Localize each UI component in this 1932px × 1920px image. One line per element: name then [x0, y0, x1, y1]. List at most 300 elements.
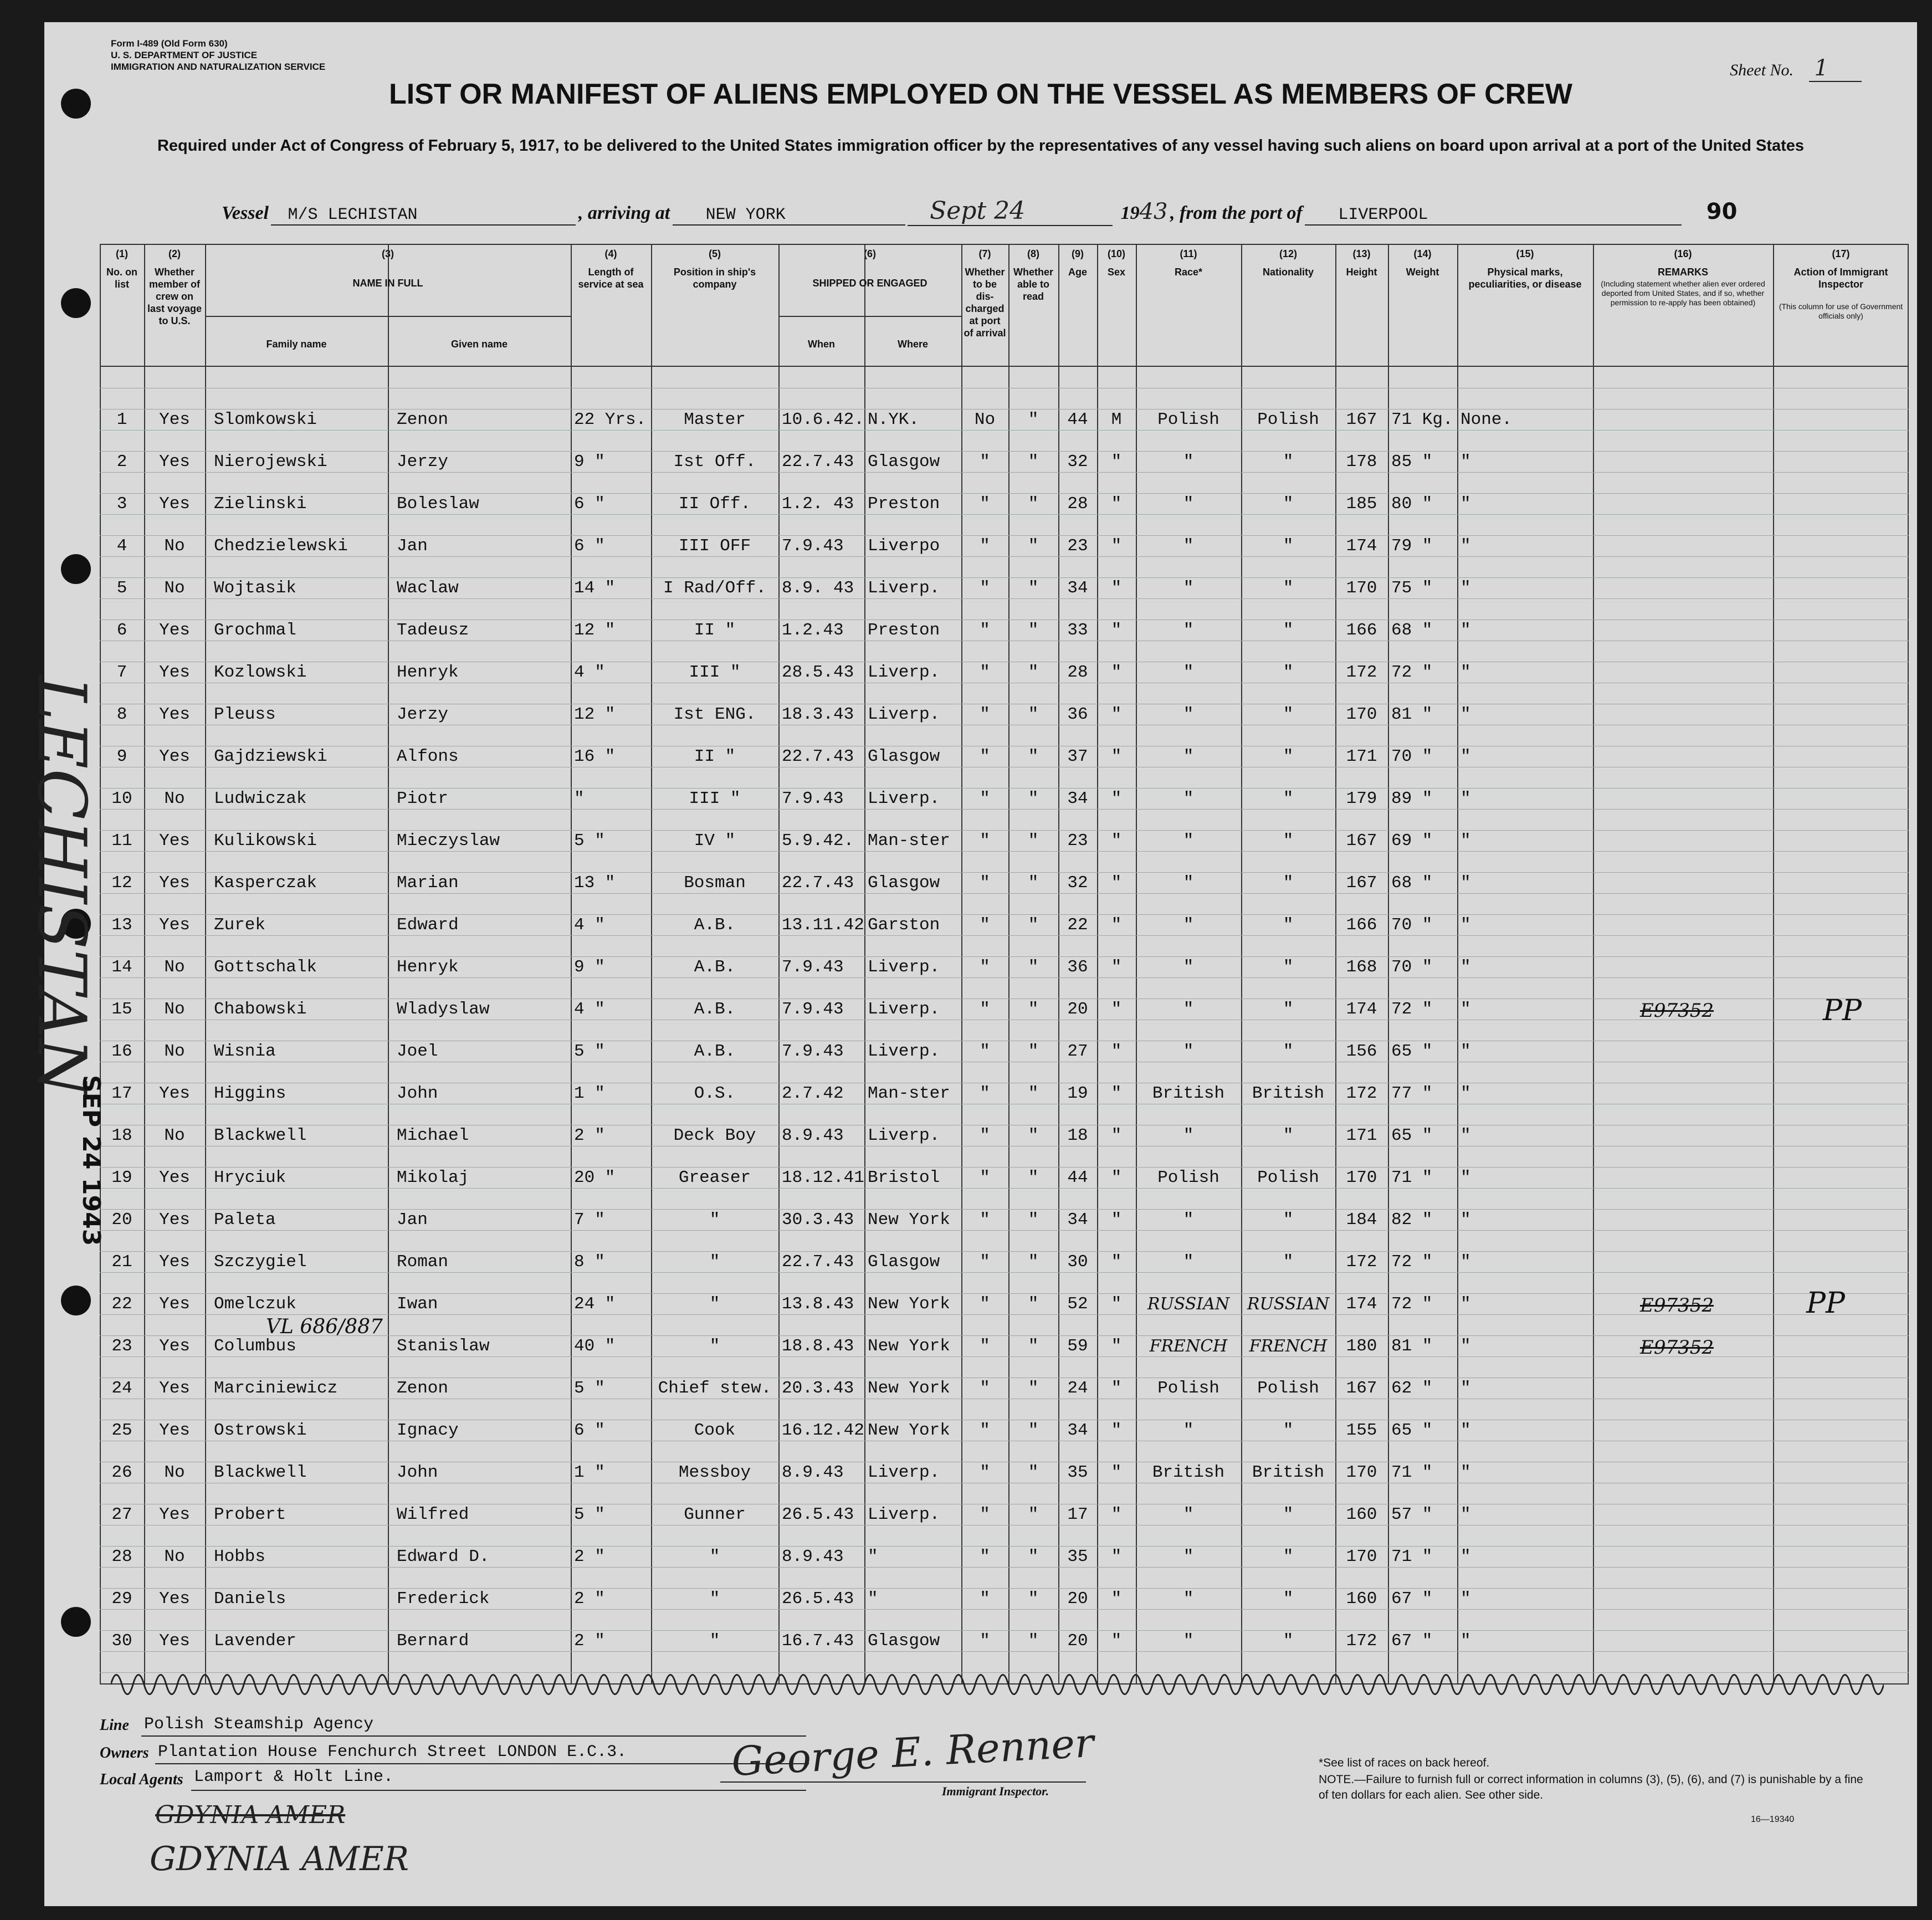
row-1-sex: M: [1111, 410, 1122, 429]
row-30-phys: ": [1460, 1631, 1471, 1651]
row-5-position: I Rad/Off.: [663, 578, 767, 598]
row-13-given: Edward: [397, 915, 459, 935]
ruled-line: [100, 809, 1909, 810]
row-9-last: Yes: [159, 747, 190, 766]
row-14-read: ": [1028, 958, 1039, 977]
row-3-sex: ": [1111, 494, 1122, 514]
row-25-where: New York: [868, 1421, 950, 1440]
row-7-weight: 72 ": [1391, 663, 1433, 682]
row-20-where: New York: [868, 1210, 950, 1230]
row-27-race: ": [1183, 1505, 1194, 1524]
row-3-height: 185: [1346, 494, 1377, 514]
column-header-weight: Weight: [1406, 267, 1439, 278]
arrival-port: NEW YORK: [673, 206, 905, 226]
row-18-position: Deck Boy: [673, 1126, 756, 1145]
row-6-read: ": [1028, 621, 1039, 640]
row-11-read: ": [1028, 831, 1039, 851]
vl-annotation: VL 686/887: [266, 1315, 383, 1338]
row-19-no: 19: [111, 1168, 132, 1187]
row-1-when: 10.6.42.: [782, 410, 864, 429]
row-2-where: Glasgow: [868, 452, 940, 472]
row-25-read: ": [1028, 1421, 1039, 1440]
column-divider: [1908, 244, 1909, 1685]
ruled-line: [100, 1630, 1909, 1631]
row-22-service: 24 ": [574, 1294, 616, 1314]
row-18-service: 2 ": [574, 1126, 605, 1145]
row-18-phys: ": [1460, 1126, 1471, 1145]
row-5-weight: 75 ": [1391, 578, 1433, 598]
row-12-given: Marian: [397, 873, 459, 893]
row-6-where: Preston: [868, 621, 940, 640]
row-13-when: 13.11.42: [782, 915, 864, 935]
ruled-line: [100, 830, 1909, 831]
row-4-family: Chedzielewski: [214, 536, 348, 556]
action-annotation-row-22: PP: [1806, 1287, 1845, 1320]
row-28-height: 170: [1346, 1547, 1377, 1566]
line-label: Line: [100, 1717, 129, 1734]
ruled-line: [100, 535, 1909, 536]
ruled-line: [100, 451, 1909, 452]
remarks-annotation-row-15: E97352: [1640, 1000, 1714, 1022]
row-25-weight: 65 ": [1391, 1421, 1433, 1440]
row-10-disch: ": [980, 789, 990, 808]
row-27-disch: ": [980, 1505, 990, 1524]
action-annotation-row-15: PP: [1823, 994, 1862, 1027]
row-24-family: Marciniewicz: [214, 1379, 338, 1398]
page-number: 90: [1706, 199, 1738, 224]
row-1-last: Yes: [159, 410, 190, 429]
row-30-disch: ": [980, 1631, 990, 1651]
row-21-position: ": [709, 1252, 720, 1272]
row-9-sex: ": [1111, 747, 1122, 766]
row-8-position: Ist ENG.: [673, 705, 756, 724]
row-8-sex: ": [1111, 705, 1122, 724]
row-23-read: ": [1028, 1337, 1039, 1356]
row-16-given: Joel: [397, 1042, 438, 1061]
row-15-disch: ": [980, 1000, 990, 1019]
row-30-last: Yes: [159, 1631, 190, 1651]
row-24-nat: Polish: [1257, 1379, 1319, 1398]
row-12-sex: ": [1111, 873, 1122, 893]
page-title: LIST OR MANIFEST OF ALIENS EMPLOYED ON THE VESSEL AS MEMBERS OF CREW: [389, 78, 1572, 110]
column-number: (6): [864, 248, 876, 259]
departure-port: LIVERPOOL: [1305, 206, 1682, 226]
row-22-when: 13.8.43: [782, 1294, 854, 1314]
row-6-phys: ": [1460, 621, 1471, 640]
row-13-position: A.B.: [694, 915, 736, 935]
ruled-line: [100, 577, 1909, 578]
row-8-read: ": [1028, 705, 1039, 724]
arrival-date: Sept 24: [908, 197, 1113, 226]
row-6-age: 33: [1067, 621, 1088, 640]
row-10-age: 34: [1067, 789, 1088, 808]
row-25-nat: ": [1283, 1421, 1294, 1440]
row-5-age: 34: [1067, 578, 1088, 598]
column-header-shipped: SHIPPED OR ENGAGED: [812, 278, 927, 289]
row-22-weight: 72 ": [1391, 1294, 1433, 1314]
row-29-service: 2 ": [574, 1589, 605, 1609]
row-19-where: Bristol: [868, 1168, 940, 1187]
row-12-race: ": [1183, 873, 1194, 893]
row-16-height: 156: [1346, 1042, 1377, 1061]
row-15-read: ": [1028, 1000, 1039, 1019]
column-header-nat: Nationality: [1262, 267, 1314, 278]
ruled-line: [100, 1546, 1909, 1547]
punch-hole: [61, 1607, 91, 1637]
row-16-age: 27: [1067, 1042, 1088, 1061]
ruled-line: [100, 1588, 1909, 1589]
column-header-action: Action of Immigrant Inspector: [1793, 267, 1888, 290]
column-header-service: Length of service at sea: [578, 267, 644, 290]
row-25-family: Ostrowski: [214, 1421, 307, 1440]
row-3-where: Preston: [868, 494, 940, 514]
column-number: (12): [1279, 248, 1297, 259]
column-header-age: Age: [1068, 267, 1087, 278]
column-number: (15): [1516, 248, 1534, 259]
row-5-race: ": [1183, 578, 1194, 598]
column-divider: [1773, 244, 1774, 1685]
column-header-last: Whether member of crew on last voyage to U.S.: [147, 267, 202, 326]
row-11-position: IV ": [694, 831, 736, 851]
column-divider: [1097, 244, 1098, 1685]
row-13-height: 166: [1346, 915, 1377, 935]
ruled-line: [100, 1230, 1909, 1231]
row-29-race: ": [1183, 1589, 1194, 1609]
row-20-weight: 82 ": [1391, 1210, 1433, 1230]
row-23-no: 23: [111, 1337, 132, 1356]
column-header-race: Race*: [1174, 267, 1203, 278]
row-8-weight: 81 ": [1391, 705, 1433, 724]
ruled-line: [100, 493, 1909, 494]
row-15-weight: 72 ": [1391, 1000, 1433, 1019]
row-4-height: 174: [1346, 536, 1377, 556]
row-17-position: O.S.: [694, 1084, 736, 1103]
row-6-sex: ": [1111, 621, 1122, 640]
row-27-age: 17: [1067, 1505, 1088, 1524]
row-3-no: 3: [116, 494, 127, 514]
row-30-family: Lavender: [214, 1631, 296, 1651]
row-2-family: Nierojewski: [214, 452, 327, 472]
row-1-disch: No: [974, 410, 996, 429]
row-23-where: New York: [868, 1337, 950, 1356]
row-24-weight: 62 ": [1391, 1379, 1433, 1398]
column-header-read: Whether able to read: [1013, 267, 1053, 302]
row-26-service: 1 ": [574, 1463, 605, 1482]
row-29-nat: ": [1283, 1589, 1294, 1609]
row-30-sex: ": [1111, 1631, 1122, 1651]
row-7-position: III ": [689, 663, 741, 682]
row-26-phys: ": [1460, 1463, 1471, 1482]
row-21-read: ": [1028, 1252, 1039, 1272]
row-15-race: ": [1183, 1000, 1194, 1019]
row-6-height: 166: [1346, 621, 1377, 640]
row-6-race: ": [1183, 621, 1194, 640]
row-14-sex: ": [1111, 958, 1122, 977]
row-29-where: ": [868, 1589, 878, 1609]
row-28-nat: ": [1283, 1547, 1294, 1566]
row-10-race: ": [1183, 789, 1194, 808]
row-1-family: Slomkowski: [214, 410, 317, 429]
row-10-where: Liverp.: [868, 789, 940, 808]
row-19-when: 18.12.41: [782, 1168, 864, 1187]
row-3-given: Boleslaw: [397, 494, 479, 514]
column-header-sex: Sex: [1107, 267, 1126, 278]
row-13-phys: ": [1460, 915, 1471, 935]
row-1-position: Master: [684, 410, 746, 429]
column-divider: [100, 244, 101, 1685]
row-6-position: II ": [694, 621, 736, 640]
row-27-weight: 57 ": [1391, 1505, 1433, 1524]
row-27-nat: ": [1283, 1505, 1294, 1524]
row-16-where: Liverp.: [868, 1042, 940, 1061]
ruled-line: [100, 1314, 1909, 1315]
row-24-when: 20.3.43: [782, 1379, 854, 1398]
owners-label: Owners: [100, 1744, 149, 1762]
column-divider: [864, 244, 865, 1685]
row-24-sex: ": [1111, 1379, 1122, 1398]
row-5-nat: ": [1283, 578, 1294, 598]
row-24-given: Zenon: [397, 1379, 449, 1398]
column-divider: [205, 244, 206, 1685]
row-19-family: Hryciuk: [214, 1168, 286, 1187]
row-24-service: 5 ": [574, 1379, 605, 1398]
row-5-last: No: [164, 578, 185, 598]
owners-underline: [155, 1763, 809, 1764]
punch-hole: [61, 288, 91, 318]
signature-underline: [720, 1781, 1086, 1783]
row-2-age: 32: [1067, 452, 1088, 472]
row-20-position: ": [709, 1210, 720, 1230]
row-29-position: ": [709, 1589, 720, 1609]
row-7-last: Yes: [159, 663, 190, 682]
ruled-line: [100, 1567, 1909, 1568]
remarks-annotation-row-23: E97352: [1640, 1337, 1714, 1359]
row-21-when: 22.7.43: [782, 1252, 854, 1272]
row-8-disch: ": [980, 705, 990, 724]
vessel-line: [222, 197, 1737, 226]
row-17-age: 19: [1067, 1084, 1088, 1103]
row-4-last: No: [164, 536, 185, 556]
row-8-age: 36: [1067, 705, 1088, 724]
row-29-weight: 67 ": [1391, 1589, 1433, 1609]
row-12-height: 167: [1346, 873, 1377, 893]
row-18-race: ": [1183, 1126, 1194, 1145]
row-26-when: 8.9.43: [782, 1463, 844, 1482]
row-7-when: 28.5.43: [782, 663, 854, 682]
row-1-age: 44: [1067, 410, 1088, 429]
row-30-service: 2 ": [574, 1631, 605, 1651]
column-number: (13): [1352, 248, 1371, 259]
ruled-line: [100, 977, 1909, 978]
row-1-height: 167: [1346, 410, 1377, 429]
row-30-weight: 67 ": [1391, 1631, 1433, 1651]
row-25-service: 6 ": [574, 1421, 605, 1440]
row-18-read: ": [1028, 1126, 1039, 1145]
row-22-height: 174: [1346, 1294, 1377, 1314]
punch-hole: [61, 554, 91, 584]
row-4-weight: 79 ": [1391, 536, 1433, 556]
ruled-line: [100, 1167, 1909, 1168]
row-9-family: Gajdziewski: [214, 747, 327, 766]
row-22-phys: ": [1460, 1294, 1471, 1314]
row-13-service: 4 ": [574, 915, 605, 935]
row-18-weight: 65 ": [1391, 1126, 1433, 1145]
row-18-where: Liverp.: [868, 1126, 940, 1145]
row-9-position: II ": [694, 747, 736, 766]
line-underline: [141, 1735, 806, 1737]
row-3-disch: ": [980, 494, 990, 514]
column-divider: [651, 244, 652, 1685]
row-28-age: 35: [1067, 1547, 1088, 1566]
line-value: Polish Steamship Agency: [144, 1715, 374, 1734]
row-15-nat: ": [1283, 1000, 1294, 1019]
row-21-race: ": [1183, 1252, 1194, 1272]
row-17-no: 17: [111, 1084, 132, 1103]
row-10-phys: ": [1460, 789, 1471, 808]
row-11-sex: ": [1111, 831, 1122, 851]
row-29-when: 26.5.43: [782, 1589, 854, 1609]
column-subheader-where: Where: [897, 339, 928, 350]
row-21-service: 8 ": [574, 1252, 605, 1272]
row-26-disch: ": [980, 1463, 990, 1482]
end-of-list-scribble: [111, 1662, 1884, 1696]
column-header-disch: Whether to be dis-charged at port of arrival: [964, 267, 1006, 339]
ruled-line: [100, 935, 1909, 936]
row-5-height: 170: [1346, 578, 1377, 598]
row-13-age: 22: [1067, 915, 1088, 935]
row-6-service: 12 ": [574, 621, 616, 640]
row-28-position: ": [709, 1547, 720, 1566]
row-28-family: Hobbs: [214, 1547, 266, 1566]
row-16-nat: ": [1283, 1042, 1294, 1061]
row-2-service: 9 ": [574, 452, 605, 472]
row-2-height: 178: [1346, 452, 1377, 472]
crew-table: [100, 244, 1909, 1685]
row-6-last: Yes: [159, 621, 190, 640]
ruled-line: [100, 1651, 1909, 1652]
form-code: 16—19340: [1751, 1815, 1795, 1824]
row-12-family: Kasperczak: [214, 873, 317, 893]
row-10-weight: 89 ": [1391, 789, 1433, 808]
column-divider: [1241, 244, 1242, 1685]
row-15-service: 4 ": [574, 1000, 605, 1019]
row-11-phys: ": [1460, 831, 1471, 851]
row-10-family: Ludwiczak: [214, 789, 307, 808]
row-1-read: ": [1028, 410, 1039, 429]
row-23-height: 180: [1346, 1337, 1377, 1356]
row-15-where: Liverp.: [868, 1000, 940, 1019]
row-14-no: 14: [111, 958, 132, 977]
row-19-last: Yes: [159, 1168, 190, 1187]
agents-underline: [191, 1790, 806, 1791]
row-21-height: 172: [1346, 1252, 1377, 1272]
column-number: (14): [1413, 248, 1432, 259]
row-3-phys: ": [1460, 494, 1471, 514]
row-19-read: ": [1028, 1168, 1039, 1187]
row-17-given: John: [397, 1084, 438, 1103]
row-27-phys: ": [1460, 1505, 1471, 1524]
table-top-border: [100, 244, 1909, 245]
row-22-read: ": [1028, 1294, 1039, 1314]
row-27-last: Yes: [159, 1505, 190, 1524]
row-15-height: 174: [1346, 1000, 1377, 1019]
column-subheader-when: When: [808, 339, 835, 350]
row-28-weight: 71 ": [1391, 1547, 1433, 1566]
row-4-position: III OFF: [678, 536, 751, 556]
row-18-disch: ": [980, 1126, 990, 1145]
row-26-sex: ": [1111, 1463, 1122, 1482]
row-14-weight: 70 ": [1391, 958, 1433, 977]
vessel-label: Vessel: [222, 203, 269, 223]
row-4-service: 6 ": [574, 536, 605, 556]
punch-hole: [61, 1286, 91, 1315]
row-10-service: ": [574, 789, 585, 808]
row-15-last: No: [164, 1000, 185, 1019]
row-11-height: 167: [1346, 831, 1377, 851]
handwritten-agent-2: GDYNIA AMER: [150, 1840, 409, 1878]
row-2-weight: 85 ": [1391, 452, 1433, 472]
row-10-no: 10: [111, 789, 132, 808]
row-13-nat: ": [1283, 915, 1294, 935]
column-number: (11): [1180, 248, 1197, 259]
column-number: (3): [382, 248, 394, 259]
row-14-phys: ": [1460, 958, 1471, 977]
row-24-height: 167: [1346, 1379, 1377, 1398]
column-number: (2): [168, 248, 181, 259]
footnote-penalty: NOTE.—Failure to furnish full or correct information in columns (3), (5), (6), and (7) is punishable by a fine of ten dollars for each alien. See other side.: [1319, 1773, 1863, 1801]
row-15-phys: ": [1460, 1000, 1471, 1019]
row-6-when: 1.2.43: [782, 621, 844, 640]
row-2-position: Ist Off.: [673, 452, 756, 472]
column-divider: [1388, 244, 1389, 1685]
row-6-given: Tadeusz: [397, 621, 469, 640]
row-26-no: 26: [111, 1463, 132, 1482]
row-13-family: Zurek: [214, 915, 266, 935]
row-9-height: 171: [1346, 747, 1377, 766]
row-7-given: Henryk: [397, 663, 459, 682]
row-24-race: Polish: [1157, 1379, 1219, 1398]
row-21-sex: ": [1111, 1252, 1122, 1272]
row-4-phys: ": [1460, 536, 1471, 556]
row-20-given: Jan: [397, 1210, 428, 1230]
row-5-disch: ": [980, 578, 990, 598]
row-28-where: ": [868, 1547, 878, 1566]
ruled-line: [100, 598, 1909, 599]
row-17-read: ": [1028, 1084, 1039, 1103]
row-27-service: 5 ": [574, 1505, 605, 1524]
row-7-disch: ": [980, 663, 990, 682]
row-4-disch: ": [980, 536, 990, 556]
row-2-sex: ": [1111, 452, 1122, 472]
row-5-given: Waclaw: [397, 578, 459, 598]
row-30-race: ": [1183, 1631, 1194, 1651]
year-prefix: 19: [1120, 203, 1140, 223]
row-26-age: 35: [1067, 1463, 1088, 1482]
row-18-family: Blackwell: [214, 1126, 307, 1145]
row-27-where: Liverp.: [868, 1505, 940, 1524]
row-22-nat: RUSSIAN: [1247, 1294, 1330, 1314]
row-2-no: 2: [116, 452, 127, 472]
row-30-height: 172: [1346, 1631, 1377, 1651]
row-22-given: Iwan: [397, 1294, 438, 1314]
row-8-last: Yes: [159, 705, 190, 724]
row-15-no: 15: [111, 1000, 132, 1019]
row-21-last: Yes: [159, 1252, 190, 1272]
column-number: (16): [1674, 248, 1692, 259]
row-14-family: Gottschalk: [214, 958, 317, 977]
row-18-sex: ": [1111, 1126, 1122, 1145]
row-26-read: ": [1028, 1463, 1039, 1482]
